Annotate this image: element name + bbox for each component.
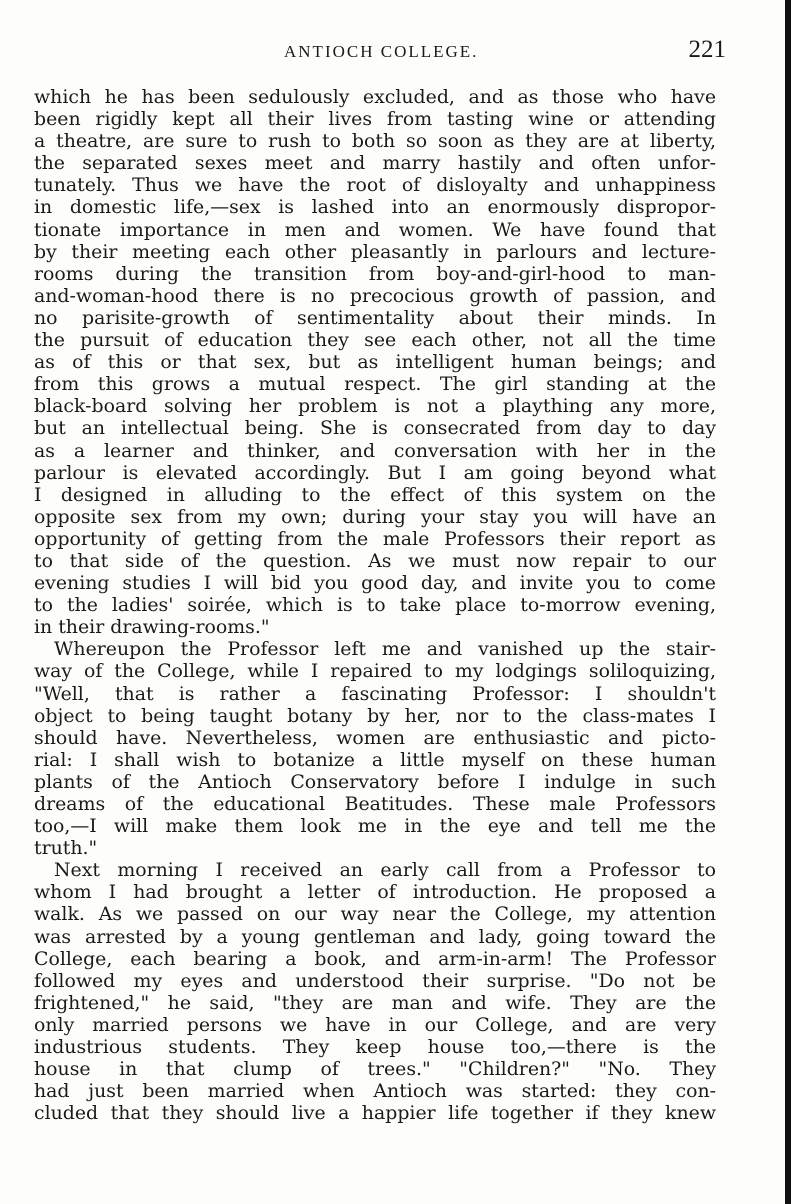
text-line: as a learner and thinker, and conversation with her in the [34,439,716,462]
text-line: evening studies I will bid you good day, and invite you to come [34,572,716,595]
text-line: but an intellectual being. She is consecrated from day to day [34,417,716,440]
page-number: 221 [688,36,726,63]
text-line: Whereupon the Professor left me and vanished up the stair- [54,638,716,661]
text-line: rial: I shall wish to botanize a little myself on these human [34,748,716,771]
text-line: should have. Nevertheless, women are enthusiastic and picto- [34,726,716,749]
text-line: too,—I will make them look me in the eye and tell me the [34,815,716,838]
text-line: black-board solving her problem is not a plaything any more, [34,395,716,418]
text-line: rooms during the transition from boy-and-girl-hood to man- [34,262,716,285]
text-line: whom I had brought a letter of introduction. He proposed a [34,881,716,904]
body-text [34,86,716,1124]
text-line: as of this or that sex, but as intelligent human beings; and [34,351,716,374]
text-line: tionate importance in men and women. We have found that [34,218,716,241]
text-line: way of the College, while I repaired to my lodgings soliloquizing, [34,660,716,683]
text-line: in domestic life,—sex is lashed into an enormously dispropor- [34,196,716,219]
text-line: College, each bearing a book, and arm-in-arm! The Professor [34,947,716,970]
text-line: dreams of the educational Beatitudes. These male Professors [34,793,716,815]
text-line: opposite sex from my own; during your stay you will have an [34,505,716,528]
page-edge-shadow [785,0,791,1204]
text-line: by their meeting each other pleasantly in parlours and lecture- [34,240,716,263]
text-line: industrious students. They keep house too,—there is the [34,1036,716,1059]
text-line: tunately. Thus we have the root of disloyalty and unhappiness [34,174,716,197]
text-line: the pursuit of education they see each other, not all the time [34,329,716,352]
text-line: been rigidly kept all their lives from tasting wine or attending [34,108,716,131]
paragraph-1 [34,86,716,638]
text-line: which he has been sedulously excluded, and as those who have [34,86,716,108]
text-line: from this grows a mutual respect. The girl standing at the [34,373,716,396]
text-line: was arrested by a young gentleman and lady, going toward the [34,925,716,948]
text-line: plants of the Antioch Conservatory before I indulge in such [34,770,716,793]
text-line: followed my eyes and understood their surprise. "Do not be [34,969,716,992]
text-line: walk. As we passed on our way near the College, my attention [34,903,716,926]
text-line: frightened," he said, "they are man and wife. They are the [34,991,716,1014]
paragraph-3 [34,859,716,1124]
running-head: ANTIOCH COLLEGE. [284,42,479,61]
text-line: I designed in alluding to the effect of this system on the [34,483,716,506]
text-line: a theatre, are sure to rush to both so soon as they are at liberty, [34,130,716,153]
paragraph-2 [34,638,716,859]
text-line: parlour is elevated accordingly. But I am going beyond what [34,461,716,484]
text-line: cluded that they should live a happier life together if they knew [34,1102,716,1125]
text-line: no parisite-growth of sentimentality about their minds. In [34,306,716,329]
text-line: only married persons we have in our College, and are very [34,1013,716,1036]
text-line: object to being taught botany by her, nor to the class-mates I [34,704,716,727]
text-line: in their drawing-rooms." [34,616,270,639]
text-line: Next morning I received an early call from a Professor to [54,859,716,882]
text-line: opportunity of getting from the male Professors their report as [34,527,716,550]
text-line: had just been married when Antioch was started: they con- [34,1080,716,1103]
text-line: truth." [34,837,98,860]
text-line: "Well, that is rather a fascinating Professor: I shouldn't [34,682,716,705]
text-line: to the ladies' soirée, which is to take place to-morrow evening, [34,594,716,617]
text-line: the separated sexes meet and marry hastily and often unfor- [34,152,716,175]
page-header [34,38,734,66]
text-line: to that side of the question. As we must now repair to our [34,549,716,572]
text-line: and-woman-hood there is no precocious growth of passion, and [34,284,716,307]
text-line: house in that clump of trees." "Children?" "No. They [34,1058,716,1081]
